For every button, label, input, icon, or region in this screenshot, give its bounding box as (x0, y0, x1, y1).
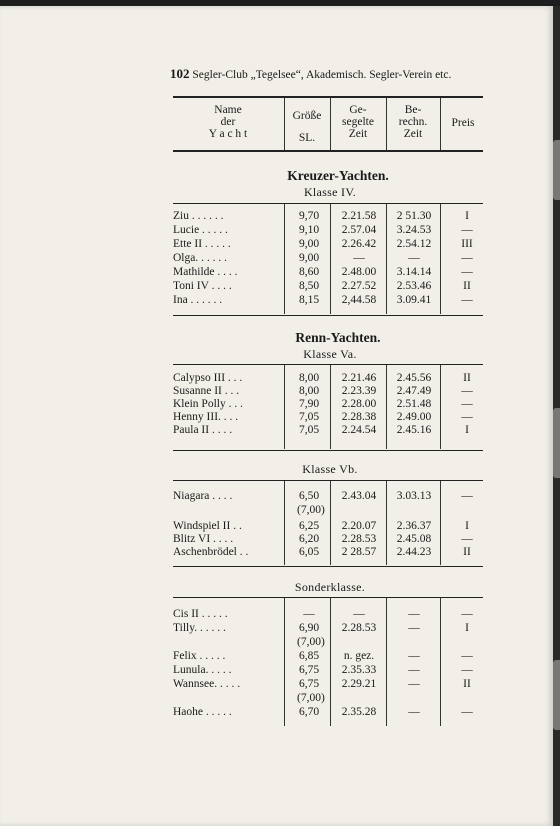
size-value: 8,60 (298, 266, 320, 278)
sailed-time: 2.27.52 (341, 280, 377, 292)
header-line: SL. (298, 132, 316, 144)
calculated-time: 2.53.46 (396, 280, 432, 292)
table-row (173, 238, 493, 251)
header-line: Preis (451, 117, 475, 129)
yacht-name: Toni IV . . . . (173, 280, 232, 292)
page-number: 102 (170, 66, 190, 81)
calculated-time: 2.36.37 (396, 520, 432, 532)
header-line: rechn. (398, 116, 428, 128)
header-line: Zeit (348, 128, 368, 140)
sailed-time: 2.28.53 (341, 622, 377, 634)
calculated-time: 3.03.13 (396, 490, 432, 502)
size-note: (7,00) (297, 504, 325, 516)
yacht-name: Aschenbrödel . . (173, 546, 249, 558)
prize-value: — (461, 490, 473, 502)
klasse-label: Klasse IV. (303, 185, 357, 199)
calculated-time: 2.45.08 (396, 533, 432, 545)
size-value: 8,00 (298, 385, 320, 397)
size-value: — (303, 608, 315, 620)
header-line: Name (214, 104, 242, 116)
yacht-name: Felix . . . . . (173, 650, 226, 662)
section-rule (173, 566, 483, 567)
calculated-time: 3.09.41 (396, 294, 432, 306)
size-value: 9,00 (298, 252, 320, 264)
header-line: Ge- (349, 104, 367, 116)
calculated-time: 2.44.23 (396, 546, 432, 558)
size-note: (7,00) (297, 692, 325, 704)
calculated-time: 2.45.56 (396, 372, 432, 384)
yacht-name: Paula II . . . . (173, 424, 233, 436)
header-line: Be- (404, 104, 422, 116)
header-line: Größe (292, 110, 322, 122)
table-row (173, 533, 493, 546)
running-title: Segler-Club „Tegelsee“, Akademisch. Segler-Verein etc. (192, 69, 452, 81)
calculated-time: — (408, 664, 420, 676)
size-value: 6,75 (298, 678, 320, 690)
yacht-name: Lucie . . . . . (173, 224, 228, 236)
column-header-size (285, 110, 329, 144)
table-row (173, 252, 493, 265)
calculated-time: 3.14.14 (396, 266, 432, 278)
header-line: der (220, 116, 236, 128)
sailed-time: 2.57.04 (341, 224, 377, 236)
calculated-time: 2.49.00 (396, 411, 432, 423)
table-row (173, 294, 493, 307)
size-value: 6,85 (298, 650, 320, 662)
sailed-time: 2.48.00 (341, 266, 377, 278)
calculated-time: 2.47.49 (396, 385, 432, 397)
sailed-time: 2.23.39 (341, 385, 377, 397)
size-value: 8,00 (298, 372, 320, 384)
sailed-time: 2.29.21 (341, 678, 377, 690)
section-title: Kreuzer-Yachten. (287, 168, 389, 183)
yacht-name: Lunula. . . . . (173, 664, 232, 676)
yacht-name: Klein Polly . . . (173, 398, 243, 410)
sailed-time: — (353, 608, 365, 620)
prize-value: — (461, 224, 473, 236)
prize-value: III (461, 238, 473, 250)
sailed-time: 2.21.46 (341, 372, 377, 384)
table-row (173, 424, 493, 437)
size-value: 6,90 (298, 622, 320, 634)
size-value: 6,70 (298, 706, 320, 718)
prize-value: — (461, 411, 473, 423)
sailed-time: 2.43.04 (341, 490, 377, 502)
sailed-time: 2.28.38 (341, 411, 377, 423)
yacht-name: Wannsee. . . . . (173, 678, 241, 690)
prize-value: — (461, 706, 473, 718)
table-row (173, 650, 493, 663)
section-rule (173, 203, 483, 204)
size-value: 6,75 (298, 664, 320, 676)
prize-value: — (461, 252, 473, 264)
calculated-time: — (408, 608, 420, 620)
size-value: 9,70 (298, 210, 320, 222)
sailed-time: 2 28.57 (341, 546, 377, 558)
yacht-name: Ziu . . . . . . (173, 210, 224, 222)
table-row (173, 398, 493, 411)
size-value: 6,25 (298, 520, 320, 532)
prize-value: — (461, 650, 473, 662)
table-row (173, 608, 493, 621)
table-row (173, 385, 493, 398)
yacht-name: Niagara . . . . (173, 490, 233, 502)
sailed-time: 2.28.00 (341, 398, 377, 410)
prize-value: II (463, 546, 471, 558)
table-row (173, 706, 493, 719)
sailed-time: 2.35.28 (341, 706, 377, 718)
size-value: 9,10 (298, 224, 320, 236)
size-value: 6,05 (298, 546, 320, 558)
prize-value: — (461, 533, 473, 545)
table-row (173, 372, 493, 385)
klasse-label: Klasse Vb. (302, 462, 358, 476)
size-value: 7,05 (298, 424, 320, 436)
size-value: 7,90 (298, 398, 320, 410)
yacht-name: Windspiel II . . (173, 520, 242, 532)
prize-value: — (461, 266, 473, 278)
table-row (173, 520, 493, 533)
section-rule (173, 597, 483, 598)
table-row (173, 280, 493, 293)
sailed-time: 2.35.33 (341, 664, 377, 676)
yacht-name: Mathilde . . . . (173, 266, 238, 278)
table-row (173, 411, 493, 424)
calculated-time: 3.24.53 (396, 224, 432, 236)
calculated-time: 2.51.48 (396, 398, 432, 410)
prize-value: — (461, 398, 473, 410)
prize-value: II (463, 372, 471, 384)
sailed-time: 2.20.07 (341, 520, 377, 532)
size-value: 6,20 (298, 533, 320, 545)
prize-value: — (461, 385, 473, 397)
section-rule (173, 315, 483, 316)
size-value: 8,15 (298, 294, 320, 306)
calculated-time: — (408, 678, 420, 690)
yacht-name: Calypso III . . . (173, 372, 243, 384)
prize-value: I (465, 622, 469, 634)
calculated-time: — (408, 622, 420, 634)
yacht-name: Tilly. . . . . . (173, 622, 226, 634)
size-note: (7,00) (297, 636, 325, 648)
prize-value: II (463, 678, 471, 690)
calculated-time: — (408, 650, 420, 662)
yacht-name: Blitz VI . . . . (173, 533, 234, 545)
sailed-time: 2.26.42 (341, 238, 377, 250)
yacht-name: Susanne II . . . (173, 385, 240, 397)
yacht-name: Henny III. . . . (173, 411, 239, 423)
header-bottom-rule (173, 150, 483, 152)
page-tab-marker (553, 140, 560, 200)
yacht-name: Haohe . . . . . (173, 706, 232, 718)
table-row (173, 546, 493, 559)
table-row (173, 266, 493, 279)
size-value: 8,50 (298, 280, 320, 292)
sailed-time: — (353, 252, 365, 264)
yacht-name: Olga. . . . . . (173, 252, 227, 264)
column-header-calculated-time (387, 104, 439, 140)
column-header-sailed-time (331, 104, 385, 140)
table-top-rule (173, 96, 483, 98)
sailed-time: n. gez. (343, 650, 375, 662)
section-title: Renn-Yachten. (295, 330, 381, 345)
column-header-name (173, 104, 283, 140)
header-line: Y a c h t (208, 128, 248, 140)
table-row (173, 210, 493, 223)
calculated-time: — (408, 252, 420, 264)
calculated-time: 2.45.16 (396, 424, 432, 436)
klasse-label: Klasse Va. (303, 347, 357, 361)
section-rule (173, 450, 483, 451)
calculated-time: 2.54.12 (396, 238, 432, 250)
sailed-time: 2.24.54 (341, 424, 377, 436)
table-row (173, 224, 493, 237)
sailed-time: 2,44.58 (341, 294, 377, 306)
prize-value: I (465, 210, 469, 222)
size-value: 6,50 (298, 490, 320, 502)
calculated-time: — (408, 706, 420, 718)
size-value: 7,05 (298, 411, 320, 423)
calculated-time: 2 51.30 (396, 210, 432, 222)
section-rule (173, 364, 483, 365)
table-row (173, 678, 493, 691)
yacht-name: Ette II . . . . . (173, 238, 231, 250)
table-row (173, 490, 493, 503)
prize-value: — (461, 664, 473, 676)
header-line: segelte (342, 116, 374, 128)
sailed-time: 2.28.53 (341, 533, 377, 545)
klasse-label: Sonderklasse. (294, 580, 366, 594)
prize-value: II (463, 280, 471, 292)
header-line: Zeit (403, 128, 423, 140)
yacht-name: Ina . . . . . . (173, 294, 223, 306)
prize-value: — (461, 294, 473, 306)
prize-value: I (465, 520, 469, 532)
page-tab-marker (553, 660, 560, 730)
running-header (170, 66, 451, 82)
sailed-time: 2.21.58 (341, 210, 377, 222)
size-value: 9,00 (298, 238, 320, 250)
table-row (173, 664, 493, 677)
yacht-name: Cis II . . . . . (173, 608, 228, 620)
page-tab-marker (553, 408, 560, 478)
prize-value: I (465, 424, 469, 436)
section-rule (173, 480, 483, 481)
table-row (173, 622, 493, 635)
prize-value: — (461, 608, 473, 620)
column-header-prize (441, 117, 485, 129)
